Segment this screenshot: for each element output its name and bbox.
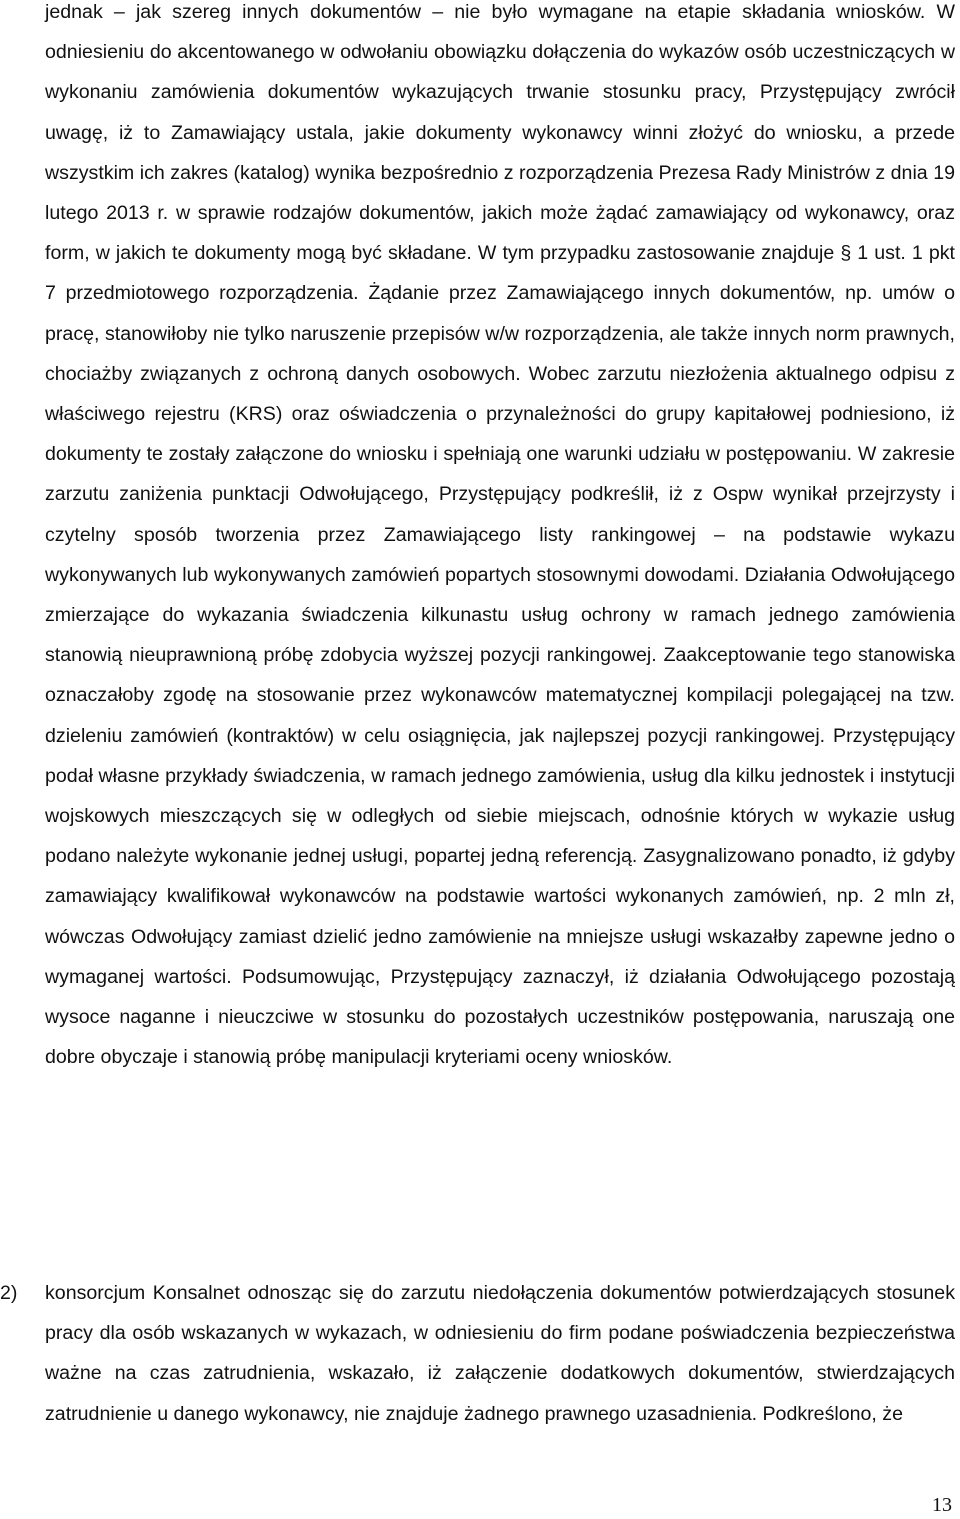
list-item-number: 2) [0, 1282, 18, 1304]
list-item-text: konsorcjum Konsalnet odnosząc się do zarzutu niedołączenia dokumentów potwierdzających stosunek pracy dla osób wskazanych w wykazach, w odniesieniu do firm podane poświadczenia bezpieczeństwa ważne na czas zatrudnienia, wskazało, iż załączenie dodatkowych dokumentów, stwierdzających zatrudnienie u danego wykonawcy, nie znajduje żadnego prawnego uzasadnienia. Podkreślono, że [45, 1282, 955, 1425]
continued-paragraph: jednak – jak szereg innych dokumentów – nie było wymagane na etapie składania wniosków. W odniesieniu do akcentowanego w odwołaniu obowiązku dołączenia do wykazów osób uczestniczących w wykonaniu zamówienia dokumentów wykazujących trwanie stosunku pracy, Przystępujący zwrócił uwagę, iż to Zamawiający ustala, jakie dokumenty wykonawcy winni złożyć do wniosku, a przede wszystkim ich zakres (katalog) wynika bezpośrednio z rozporządzenia Prezesa Rady Ministrów z dnia 19 lutego 2013 r. w sprawie rodzajów dokumentów, jakich może żądać zamawiający od wykonawcy, oraz form, w jakich te dokumenty mogą być składane. W tym przypadku zastosowanie znajduje § 1 ust. 1 pkt 7 przedmiotowego rozporządzenia. Żądanie przez Zamawiającego innych dokumentów, np. umów o pracę, stanowiłoby nie tylko naruszenie przepisów w/w rozporządzenia, ale także innych norm prawnych, chociażby związanych z ochroną danych osobowych. Wobec zarzutu niezłożenia aktualnego odpisu z właściwego rejestru (KRS) oraz oświadczenia o przynależności do grupy kapitałowej podniesiono, iż dokumenty te zostały załączone do wniosku i spełniają one warunki udziału w postępowaniu. W zakresie zarzutu zaniżenia punktacji Odwołującego, Przystępujący podkreślił, iż z Ospw wynikał przejrzysty i czytelny sposób tworzenia przez Zamawiającego listy rankingowej – na podstawie wykazu wykonywanych lub wykonywanych zamówień popartych stosownymi dowodami. Działania Odwołującego zmierzające do wykazania świadczenia kilkunastu usług ochrony w ramach jednego zamówienia stanowią nieuprawnioną próbę zdobycia wyższej pozycji rankingowej. Zaakceptowanie tego stanowiska oznaczałoby zgodę na stosowanie przez wykonawców matematycznej kompilacji polegającej na tzw. dzieleniu zamówień (kontraktów) w celu osiągnięcia, jak najlepszej pozycji rankingowej. Przystępujący podał własne przykłady świadczenia, w ramach jednego zamówienia, usług dla kilku jednostek i instytucji wojskowych mieszczących się w odległych od siebie miejscach, odnośnie których w wykazie usług podano należyte wykonanie jednej usługi, popartej jedną referencją. Zasygnalizowano ponadto, iż gdyby zamawiający kwalifikował wykonawców na podstawie wartości wykonanych zamówień, np. 2 mln zł, wówczas Odwołujący zamiast dzielić jedno zamówienie na mniejsze usługi wskazałby zapewne jedno o wymaganej wartości. Podsumowując, Przystępujący zaznaczył, iż działania Odwołującego pozostają wysoce naganne i nieuczciwe w stosunku do pozostałych uczestników postępowania, naruszają one dobre obyczaje i stanowią próbę manipulacji kryteriami oceny wniosków. [45, 1, 955, 1069]
page-number: 13 [932, 1494, 952, 1516]
